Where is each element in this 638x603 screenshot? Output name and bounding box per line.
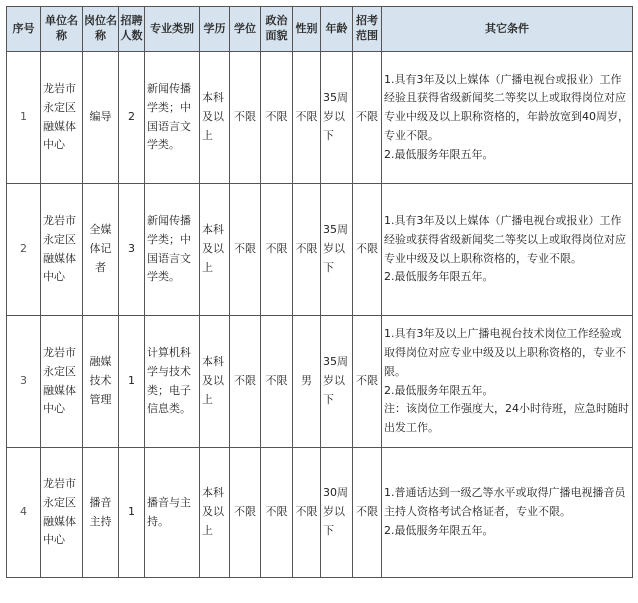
table-row — [7, 184, 633, 316]
cell-degree: 不限 — [230, 316, 261, 448]
cell-education: 本科及以上 — [200, 184, 230, 316]
header-scope: 招考范围 — [353, 7, 382, 52]
cell-other: 1.具有3年及以上媒体（广播电视台或报业）工作经验或获得省级新闻奖二等奖以上或取得岗位对应专业中级及以上职称资格的，专业不限。 2.最低服务年限五年。 — [382, 184, 633, 316]
cell-education: 本科及以上 — [200, 448, 230, 578]
cell-gender: 男 — [293, 316, 321, 448]
cell-gender: 不限 — [293, 52, 321, 184]
cell-count: 1 — [119, 316, 145, 448]
cell-scope: 不限 — [353, 52, 382, 184]
cell-other: 1.普通话达到一级乙等水平或取得广播电视播音员主持人资格考试合格证者，专业不限。 2.最低服务年限五年。 — [382, 448, 633, 578]
cell-post: 播音主持 — [83, 448, 119, 578]
cell-age: 35周岁以下 — [321, 316, 353, 448]
cell-education: 本科及以上 — [200, 52, 230, 184]
cell-scope: 不限 — [353, 184, 382, 316]
cell-seq: 4 — [7, 448, 41, 578]
cell-age: 30周岁以下 — [321, 448, 353, 578]
cell-scope: 不限 — [353, 448, 382, 578]
recruitment-table — [6, 6, 633, 578]
cell-age: 35周岁以下 — [321, 184, 353, 316]
header-gender: 性别 — [293, 7, 321, 52]
cell-major: 新闻传播学类；中国语言文学类。 — [145, 184, 200, 316]
cell-major: 计算机科学与技术类；电子信息类。 — [145, 316, 200, 448]
header-age: 年龄 — [321, 7, 353, 52]
cell-count: 2 — [119, 52, 145, 184]
cell-seq: 2 — [7, 184, 41, 316]
header-row — [7, 7, 633, 52]
header-degree: 学位 — [230, 7, 261, 52]
header-other: 其它条件 — [382, 7, 633, 52]
cell-political: 不限 — [261, 52, 293, 184]
cell-unit: 龙岩市永定区融媒体中心 — [41, 184, 83, 316]
cell-post: 编导 — [83, 52, 119, 184]
cell-unit: 龙岩市永定区融媒体中心 — [41, 52, 83, 184]
header-major: 专业类别 — [145, 7, 200, 52]
cell-scope: 不限 — [353, 316, 382, 448]
cell-degree: 不限 — [230, 184, 261, 316]
cell-major: 播音与主持。 — [145, 448, 200, 578]
header-post: 岗位名称 — [83, 7, 119, 52]
cell-major: 新闻传播学类；中国语言文学类。 — [145, 52, 200, 184]
cell-degree: 不限 — [230, 52, 261, 184]
cell-political: 不限 — [261, 316, 293, 448]
cell-political: 不限 — [261, 448, 293, 578]
cell-post: 融媒技术管理 — [83, 316, 119, 448]
cell-seq: 3 — [7, 316, 41, 448]
cell-count: 1 — [119, 448, 145, 578]
cell-degree: 不限 — [230, 448, 261, 578]
cell-count: 3 — [119, 184, 145, 316]
table-row — [7, 448, 633, 578]
header-unit: 单位名称 — [41, 7, 83, 52]
cell-unit: 龙岩市永定区融媒体中心 — [41, 448, 83, 578]
cell-gender: 不限 — [293, 448, 321, 578]
cell-post: 全媒体记者 — [83, 184, 119, 316]
cell-other: 1.具有3年及以上媒体（广播电视台或报业）工作经验且获得省级新闻奖二等奖以上或取得岗位对应专业中级及以上职称资格的，年龄放宽到40周岁，专业不限。 2.最低服务年限五年。 — [382, 52, 633, 184]
header-political: 政治面貌 — [261, 7, 293, 52]
cell-unit: 龙岩市永定区融媒体中心 — [41, 316, 83, 448]
cell-age: 35周岁以下 — [321, 52, 353, 184]
table-row — [7, 52, 633, 184]
header-education: 学历 — [200, 7, 230, 52]
cell-political: 不限 — [261, 184, 293, 316]
cell-education: 本科及以上 — [200, 316, 230, 448]
cell-gender: 不限 — [293, 184, 321, 316]
header-count: 招聘人数 — [119, 7, 145, 52]
cell-seq: 1 — [7, 52, 41, 184]
header-seq: 序号 — [7, 7, 41, 52]
table-row — [7, 316, 633, 448]
cell-other: 1.具有3年及以上广播电视台技术岗位工作经验或取得岗位对应专业中级及以上职称资格的，专业不限。 2.最低服务年限五年。 注：该岗位工作强度大，24小时待班，应急时随时出发工作。 — [382, 316, 633, 448]
